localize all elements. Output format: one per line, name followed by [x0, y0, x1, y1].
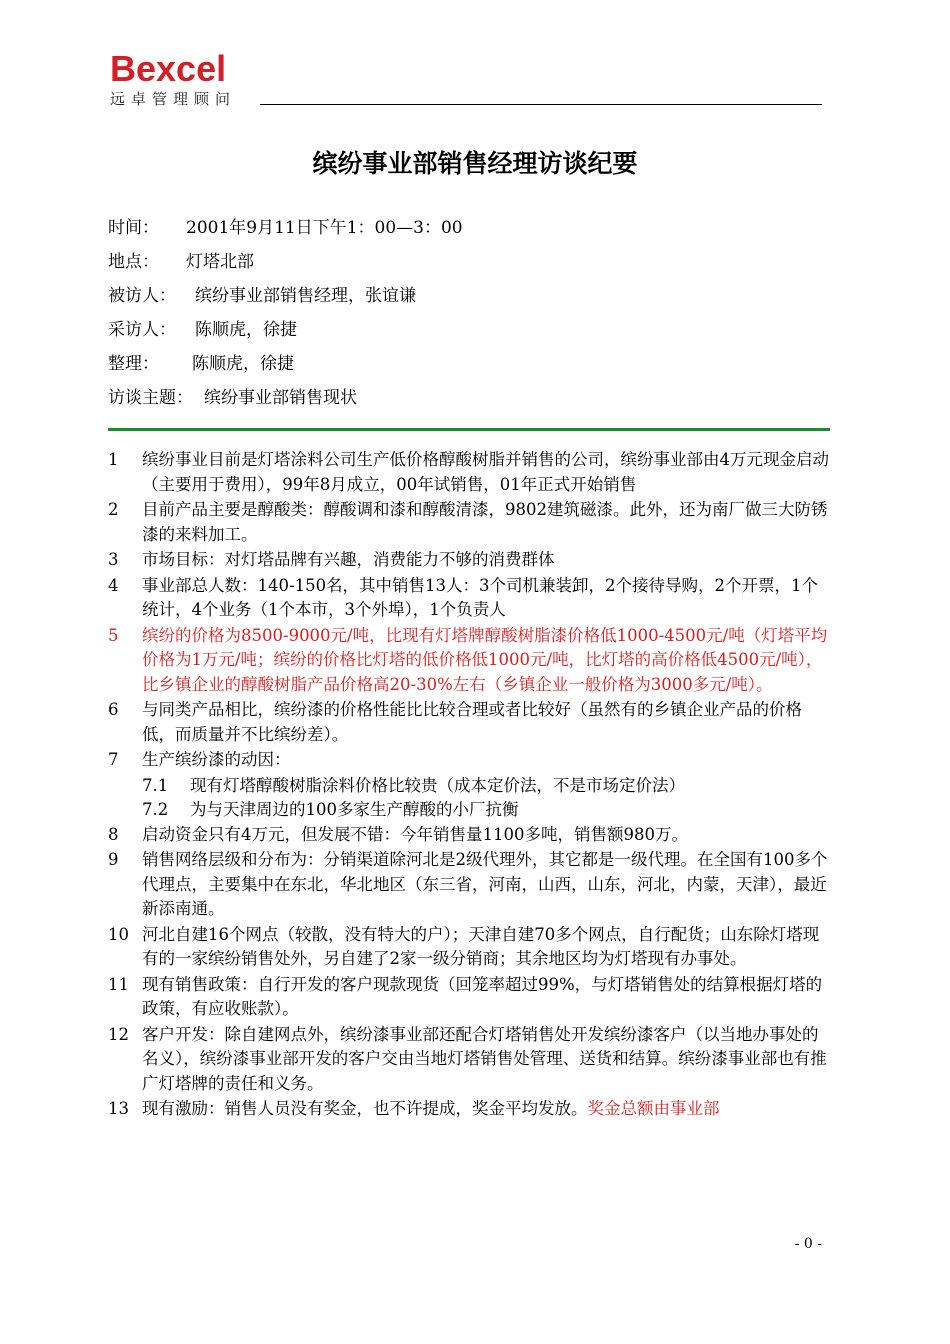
list-item-number: 5	[108, 625, 119, 645]
list-item	[108, 698, 830, 747]
list-item	[108, 748, 830, 773]
sub-item-number: 7.2	[142, 800, 169, 819]
list-item	[108, 574, 830, 623]
list-item	[108, 1097, 830, 1122]
meta-label: 时间：	[108, 218, 159, 238]
section-divider	[108, 428, 830, 431]
list-item-number: 2	[108, 500, 119, 519]
meta-row	[108, 212, 463, 246]
list-item-text: 河北自建16个网点（较散，没有特大的户）；天津自建70多个网点，自行配货；山东除灯塔现有的一家缤纷销售处外，另自建了2家一级分销商；其余地区均为灯塔现有办事处。	[142, 924, 820, 968]
list-item	[108, 498, 830, 547]
sub-item	[108, 774, 830, 799]
sub-item-number: 7.1	[142, 775, 169, 795]
list-item-number: 11	[108, 974, 129, 994]
list-item-number: 1	[108, 450, 119, 469]
list-item-number: 4	[108, 575, 119, 595]
list-item	[108, 624, 830, 698]
list-item	[108, 448, 830, 497]
meta-label: 被访人：	[108, 286, 176, 306]
list-item-text: 缤纷事业目前是灯塔涂料公司生产低价格醇酸树脂并销售的公司，缤纷事业部由4万元现金启动（主要用于费用），99年8月成立，00年试销售，01年正式开始销售	[142, 450, 829, 494]
list-item-number: 13	[108, 1099, 129, 1118]
list-item-text: 与同类产品相比，缤纷漆的价格性能比比较合理或者比较好（虽然有的乡镇企业产品的价格低，而质量并不比缤纷差）。	[142, 700, 802, 744]
interview-list	[108, 448, 830, 1123]
list-item	[108, 923, 830, 972]
list-item-number: 8	[108, 824, 119, 844]
list-item-number: 12	[108, 1024, 129, 1044]
list-item-highlight: 奖金总额由事业部	[587, 1099, 720, 1118]
list-item-text: 目前产品主要是醇酸类：醇酸调和漆和醇酸清漆，9802建筑磁漆。此外，还为南厂做三大防锈漆的来料加工。	[142, 500, 828, 544]
meta-label: 访谈主题：	[108, 388, 193, 408]
list-item-text: 启动资金只有4万元，但发展不错：今年销售量1100多吨，销售额980万。	[142, 824, 688, 844]
meta-value: 缤纷事业部销售现状	[204, 388, 357, 408]
list-item	[108, 848, 830, 922]
meta-value: 缤纷事业部销售经理，张谊谦	[195, 286, 416, 306]
list-item-number: 10	[108, 924, 129, 944]
list-item-number: 3	[108, 550, 119, 569]
logo-wordmark: Bexcel	[110, 48, 227, 89]
meta-row	[108, 348, 463, 382]
meta-label: 地点：	[108, 252, 159, 272]
meta-value: 陈顺虎，徐捷	[192, 354, 294, 374]
sub-item-text: 为与天津周边的100多家生产醇酸的小厂抗衡	[190, 800, 519, 819]
list-item-text: 生产缤纷漆的动因：	[142, 750, 291, 769]
meta-label: 整理：	[108, 354, 159, 374]
list-item-text: 现有激励：销售人员没有奖金，也不许提成，奖金平均发放。	[142, 1099, 588, 1118]
page-number: - 0 -	[794, 1236, 822, 1252]
meta-block	[108, 212, 463, 416]
list-item-text: 市场目标：对灯塔品牌有兴趣，消费能力不够的消费群体	[142, 550, 555, 569]
sub-item-text: 现有灯塔醇酸树脂涂料价格比较贵（成本定价法，不是市场定价法）	[190, 775, 685, 795]
meta-row	[108, 382, 463, 416]
list-item-text: 客户开发：除自建网点外，缤纷漆事业部还配合灯塔销售处开发缤纷漆客户（以当地办事处的名义），缤纷漆事业部开发的客户交由当地灯塔销售处管理、送货和结算。缤纷漆事业部也有推广灯塔牌的责任和义务。	[142, 1024, 827, 1093]
list-item-number: 9	[108, 850, 119, 869]
list-item-text: 销售网络层级和分布为：分销渠道除河北是2级代理外，其它都是一级代理。在全国有100多个代理点，主要集中在东北，华北地区（东三省，河南，山西，山东，河北，内蒙，天津），最近新添南通。	[142, 850, 828, 918]
list-item-number: 7	[108, 750, 119, 769]
header-rule	[260, 104, 822, 105]
list-item-text: 缤纷的价格为8500-9000元/吨，比现有灯塔牌醇酸树脂漆价格低1000-4500元/吨（灯塔平均价格为1万元/吨；缤纷的价格比灯塔的低价格低1000元/吨，比灯塔的高价格低4500元/吨），比乡镇企业的醇酸树脂产品价格高20-30%左右（乡镇企业一般价格为3000多元/吨）。	[142, 625, 828, 694]
meta-row	[108, 280, 463, 314]
page-title: 缤纷事业部销售经理访谈纪要	[312, 149, 638, 178]
company-logo	[110, 48, 237, 109]
meta-row	[108, 246, 463, 280]
list-item	[108, 973, 830, 1022]
list-item-number: 6	[108, 700, 119, 719]
list-item-text: 现有销售政策：自行开发的客户现款现货（回笼率超过99%，与灯塔销售处的结算根据灯塔的政策，有应收账款）。	[142, 974, 823, 1018]
meta-value: 2001年9月11日下午1：00—3：00	[186, 218, 463, 238]
logo-subtitle: 远卓管理顾问	[110, 90, 237, 108]
meta-label: 采访人：	[108, 320, 176, 340]
meta-value: 灯塔北部	[186, 252, 254, 272]
list-item	[108, 548, 830, 573]
list-item	[108, 1023, 830, 1097]
list-item	[108, 823, 830, 848]
meta-row	[108, 314, 463, 348]
sub-item	[108, 798, 830, 823]
meta-value: 陈顺虎，徐捷	[195, 320, 297, 340]
list-item-text: 事业部总人数：140-150名，其中销售13人：3个司机兼装卸，2个接待导购，2个开票，1个统计，4个业务（1个本市，3个外埠），1个负责人	[142, 575, 819, 619]
